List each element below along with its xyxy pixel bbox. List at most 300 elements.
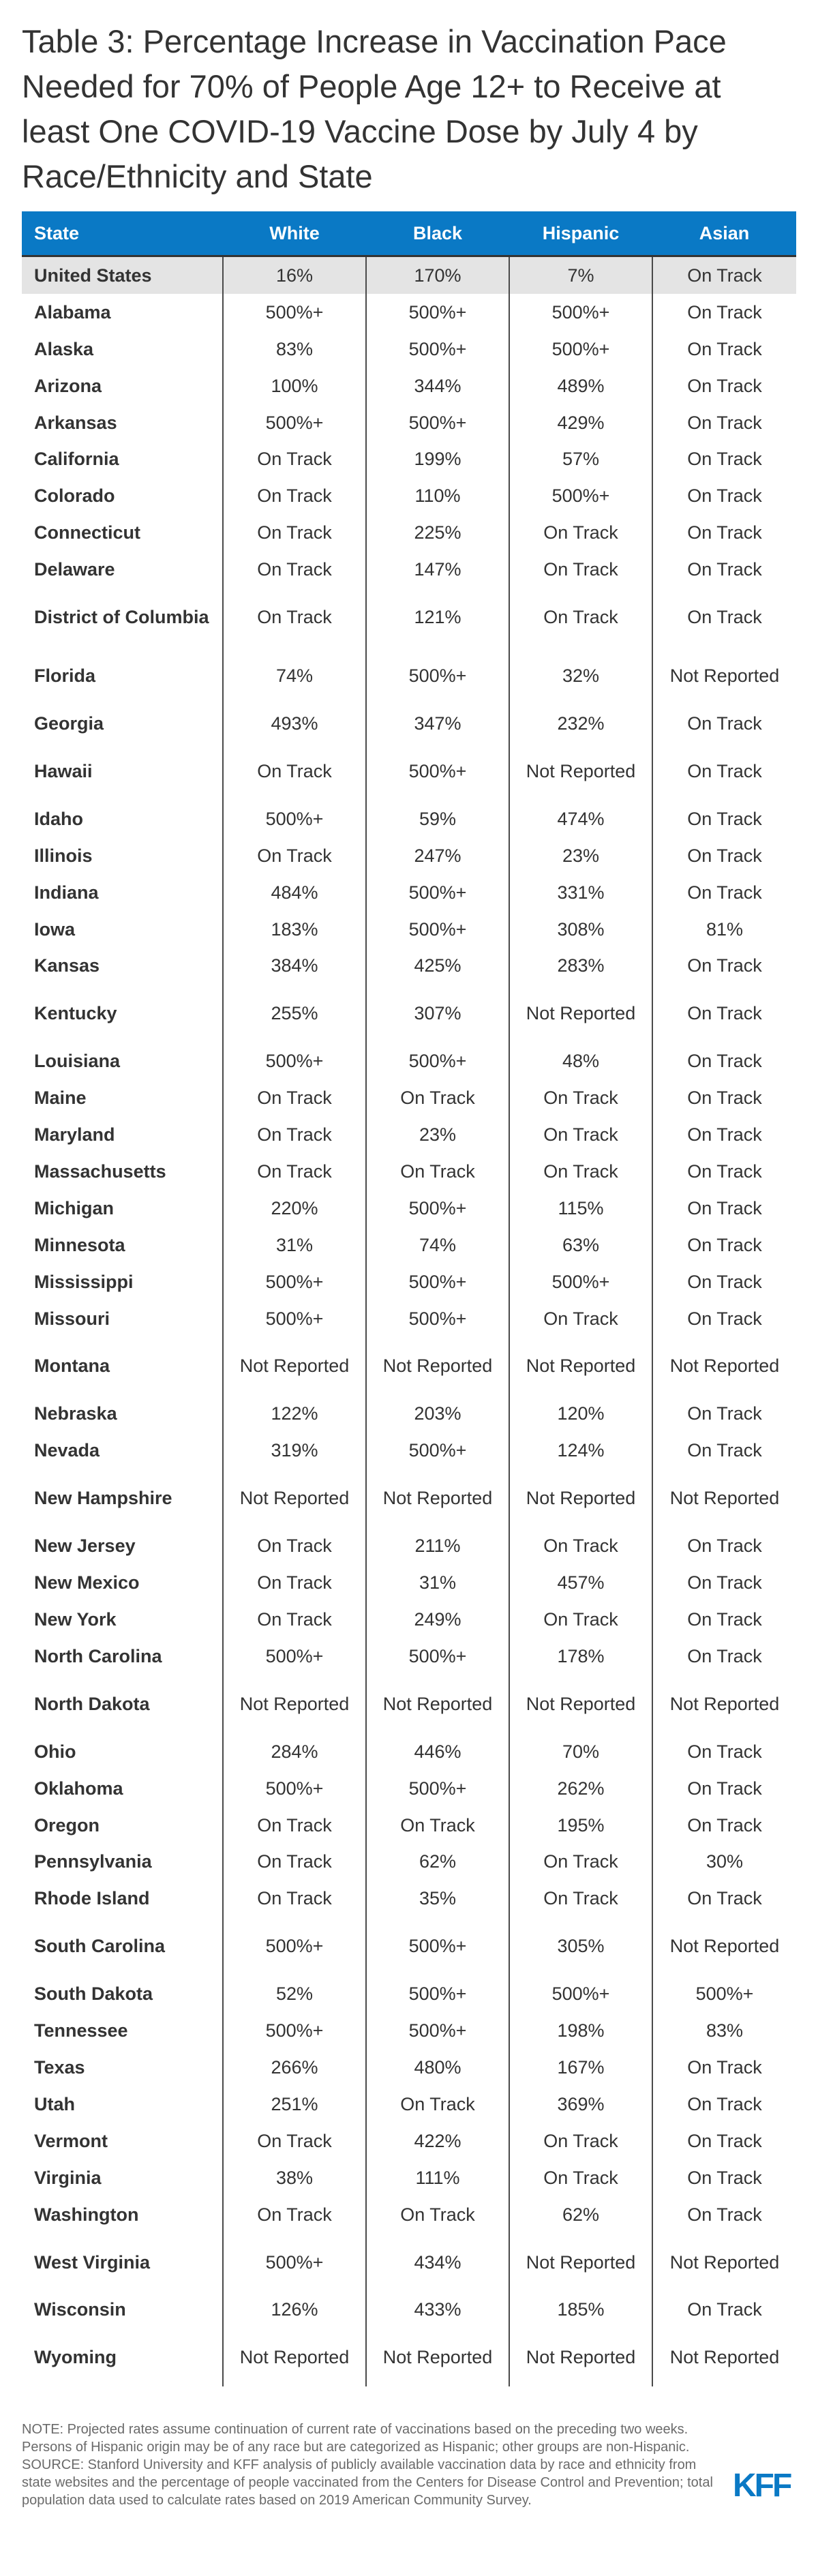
black-value-cell: 307% bbox=[366, 984, 509, 1043]
hispanic-value-cell: 232% bbox=[509, 705, 652, 742]
white-value-cell: 500%+ bbox=[223, 404, 366, 441]
asian-value-cell: On Track bbox=[652, 2159, 796, 2196]
hispanic-value-cell: 120% bbox=[509, 1395, 652, 1432]
table-row bbox=[22, 2012, 796, 2049]
asian-value-cell: On Track bbox=[652, 2292, 796, 2328]
hispanic-value-cell: 198% bbox=[509, 2012, 652, 2049]
black-value-cell: 59% bbox=[366, 800, 509, 837]
white-value-cell: 500%+ bbox=[223, 2012, 366, 2049]
table-row bbox=[22, 705, 796, 742]
kff-logo: KFF bbox=[733, 2468, 791, 2504]
state-name-cell: Utah bbox=[34, 2093, 75, 2114]
state-name-cell: Kentucky bbox=[34, 1003, 117, 1024]
state-name-cell: California bbox=[34, 449, 119, 470]
hispanic-value-cell: On Track bbox=[509, 514, 652, 551]
asian-value-cell: On Track bbox=[652, 1527, 796, 1564]
footnotes bbox=[22, 2421, 717, 2509]
table-row bbox=[22, 551, 796, 588]
asian-value-cell: On Track bbox=[652, 1043, 796, 1079]
hispanic-value-cell: 167% bbox=[509, 2049, 652, 2086]
state-name-cell: Michigan bbox=[34, 1197, 115, 1218]
state-name-cell: Nevada bbox=[34, 1440, 100, 1461]
white-value-cell: 52% bbox=[223, 1975, 366, 2012]
asian-value-cell: On Track bbox=[652, 551, 796, 588]
state-name-cell: Montana bbox=[34, 1356, 110, 1377]
state-name-cell: Oklahoma bbox=[34, 1778, 123, 1799]
white-value-cell: 16% bbox=[223, 256, 366, 294]
black-value-cell: 225% bbox=[366, 514, 509, 551]
asian-value-cell: Not Reported bbox=[652, 646, 796, 705]
state-name-cell: Illinois bbox=[34, 845, 93, 866]
state-name-cell: Mississippi bbox=[34, 1271, 134, 1292]
black-value-cell: 425% bbox=[366, 947, 509, 984]
table-row bbox=[22, 1844, 796, 1881]
table-row bbox=[22, 2292, 796, 2328]
black-value-cell: 500%+ bbox=[366, 1770, 509, 1807]
state-name-cell: Arizona bbox=[34, 375, 102, 396]
black-value-cell: 500%+ bbox=[366, 294, 509, 331]
white-value-cell: Not Reported bbox=[223, 1469, 366, 1527]
state-name-cell: Idaho bbox=[34, 808, 83, 829]
state-name-cell: West Virginia bbox=[34, 2251, 151, 2273]
hispanic-value-cell: On Track bbox=[509, 2123, 652, 2159]
state-name-cell: New Mexico bbox=[34, 1572, 140, 1593]
state-name-cell: Nebraska bbox=[34, 1403, 117, 1424]
hispanic-value-cell: 124% bbox=[509, 1432, 652, 1469]
state-name-cell: Alaska bbox=[34, 338, 94, 359]
black-value-cell: On Track bbox=[366, 1079, 509, 1116]
table-row bbox=[22, 1395, 796, 1432]
white-value-cell: On Track bbox=[223, 477, 366, 514]
white-value-cell: On Track bbox=[223, 2196, 366, 2233]
state-name-cell: Arkansas bbox=[34, 412, 117, 433]
white-value-cell: On Track bbox=[223, 1807, 366, 1844]
state-name-cell: North Carolina bbox=[34, 1645, 162, 1666]
asian-value-cell: On Track bbox=[652, 1601, 796, 1638]
state-name-cell: Minnesota bbox=[34, 1234, 125, 1255]
state-name-cell: Georgia bbox=[34, 713, 104, 734]
asian-value-cell: On Track bbox=[652, 514, 796, 551]
white-value-cell: 266% bbox=[223, 2049, 366, 2086]
hispanic-value-cell: 305% bbox=[509, 1917, 652, 1975]
table-row bbox=[22, 1079, 796, 1116]
table-row bbox=[22, 646, 796, 705]
table-row bbox=[22, 1638, 796, 1675]
asian-value-cell: On Track bbox=[652, 705, 796, 742]
hispanic-value-cell: On Track bbox=[509, 1300, 652, 1337]
column-header-black: Black bbox=[366, 211, 509, 256]
asian-value-cell: On Track bbox=[652, 294, 796, 331]
hispanic-value-cell: On Track bbox=[509, 551, 652, 588]
white-value-cell: On Track bbox=[223, 1880, 366, 1917]
hispanic-value-cell: 369% bbox=[509, 2086, 652, 2123]
black-value-cell: 31% bbox=[366, 1564, 509, 1601]
asian-value-cell: On Track bbox=[652, 477, 796, 514]
black-value-cell: 500%+ bbox=[366, 404, 509, 441]
table-row bbox=[22, 1807, 796, 1844]
state-name-cell: North Dakota bbox=[34, 1693, 150, 1714]
hispanic-value-cell: 195% bbox=[509, 1807, 652, 1844]
table-row bbox=[22, 1527, 796, 1564]
black-value-cell: 500%+ bbox=[366, 874, 509, 911]
table-row bbox=[22, 2159, 796, 2196]
hispanic-value-cell: On Track bbox=[509, 1116, 652, 1153]
white-value-cell: 493% bbox=[223, 705, 366, 742]
table-container bbox=[22, 211, 796, 2386]
state-name-cell: Rhode Island bbox=[34, 1888, 150, 1909]
table-body bbox=[22, 256, 796, 2387]
table-row bbox=[22, 2233, 796, 2292]
state-name-cell: South Carolina bbox=[34, 1936, 166, 1957]
state-name-cell: Maryland bbox=[34, 1124, 115, 1145]
state-name-cell: Tennessee bbox=[34, 2020, 128, 2041]
black-value-cell: 147% bbox=[366, 551, 509, 588]
table-row bbox=[22, 1043, 796, 1079]
white-value-cell: 122% bbox=[223, 1395, 366, 1432]
table-row bbox=[22, 837, 796, 874]
state-name-cell: Hawaii bbox=[34, 760, 93, 781]
table-row bbox=[22, 2123, 796, 2159]
black-value-cell: On Track bbox=[366, 1153, 509, 1190]
black-value-cell: 110% bbox=[366, 477, 509, 514]
black-value-cell: 500%+ bbox=[366, 1975, 509, 2012]
state-name-cell: Connecticut bbox=[34, 522, 141, 543]
white-value-cell: 183% bbox=[223, 911, 366, 948]
asian-value-cell: On Track bbox=[652, 1153, 796, 1190]
white-value-cell: 500%+ bbox=[223, 1917, 366, 1975]
asian-value-cell: Not Reported bbox=[652, 1336, 796, 1395]
asian-value-cell: 81% bbox=[652, 911, 796, 948]
black-value-cell: 170% bbox=[366, 256, 509, 294]
column-header-state: State bbox=[22, 211, 223, 256]
hispanic-value-cell: 63% bbox=[509, 1227, 652, 1263]
asian-value-cell: Not Reported bbox=[652, 2328, 796, 2386]
hispanic-value-cell: 500%+ bbox=[509, 1263, 652, 1300]
white-value-cell: 31% bbox=[223, 1227, 366, 1263]
asian-value-cell: On Track bbox=[652, 1116, 796, 1153]
asian-value-cell: On Track bbox=[652, 874, 796, 911]
state-name-cell: Iowa bbox=[34, 918, 76, 940]
white-value-cell: 500%+ bbox=[223, 1638, 366, 1675]
hispanic-value-cell: 457% bbox=[509, 1564, 652, 1601]
hispanic-value-cell: 48% bbox=[509, 1043, 652, 1079]
asian-value-cell: On Track bbox=[652, 1227, 796, 1263]
white-value-cell: 100% bbox=[223, 368, 366, 404]
black-value-cell: 422% bbox=[366, 2123, 509, 2159]
source-text: SOURCE: Stanford University and KFF analysis of publicly available vaccination data by race and ethnicity from state websites and the percentage of people vaccinated from the Centers for Disease Control and Prevention; total population data used to calculate rates based on 2019 American Community Survey. bbox=[22, 2457, 713, 2508]
asian-value-cell: On Track bbox=[652, 404, 796, 441]
table-row bbox=[22, 1975, 796, 2012]
white-value-cell: 500%+ bbox=[223, 1043, 366, 1079]
white-value-cell: On Track bbox=[223, 1116, 366, 1153]
table-row bbox=[22, 911, 796, 948]
state-name-cell: United States bbox=[22, 256, 223, 294]
hispanic-value-cell: On Track bbox=[509, 1601, 652, 1638]
black-value-cell: 434% bbox=[366, 2233, 509, 2292]
black-value-cell: 203% bbox=[366, 1395, 509, 1432]
white-value-cell: 500%+ bbox=[223, 2233, 366, 2292]
table-row bbox=[22, 514, 796, 551]
table-row bbox=[22, 1190, 796, 1227]
note-text: NOTE: Projected rates assume continuation of current rate of vaccinations based on the preceding two weeks. Persons of Hispanic origin may be of any race but are categorized as Hispanic; other groups are non-Hispanic. bbox=[22, 2422, 690, 2455]
table-row bbox=[22, 1153, 796, 1190]
black-value-cell: 433% bbox=[366, 2292, 509, 2328]
white-value-cell: On Track bbox=[223, 2123, 366, 2159]
hispanic-value-cell: 7% bbox=[509, 256, 652, 294]
black-value-cell: 249% bbox=[366, 1601, 509, 1638]
state-name-cell: New York bbox=[34, 1608, 117, 1630]
state-name-cell: Louisiana bbox=[34, 1051, 121, 1072]
asian-value-cell: On Track bbox=[652, 947, 796, 984]
hispanic-value-cell: 262% bbox=[509, 1770, 652, 1807]
black-value-cell: 446% bbox=[366, 1733, 509, 1770]
white-value-cell: On Track bbox=[223, 588, 366, 646]
black-value-cell: 500%+ bbox=[366, 1300, 509, 1337]
hispanic-value-cell: 23% bbox=[509, 837, 652, 874]
asian-value-cell: 83% bbox=[652, 2012, 796, 2049]
hispanic-value-cell: 115% bbox=[509, 1190, 652, 1227]
hispanic-value-cell: Not Reported bbox=[509, 2328, 652, 2386]
state-name-cell: Missouri bbox=[34, 1308, 110, 1329]
asian-value-cell: On Track bbox=[652, 1564, 796, 1601]
black-value-cell: 480% bbox=[366, 2049, 509, 2086]
black-value-cell: 344% bbox=[366, 368, 509, 404]
white-value-cell: Not Reported bbox=[223, 2328, 366, 2386]
table-row bbox=[22, 368, 796, 404]
hispanic-value-cell: 489% bbox=[509, 368, 652, 404]
asian-value-cell: On Track bbox=[652, 1263, 796, 1300]
hispanic-value-cell: On Track bbox=[509, 1153, 652, 1190]
state-name-cell: Washington bbox=[34, 2204, 139, 2225]
white-value-cell: 484% bbox=[223, 874, 366, 911]
asian-value-cell: On Track bbox=[652, 1733, 796, 1770]
asian-value-cell: On Track bbox=[652, 837, 796, 874]
asian-value-cell: 500%+ bbox=[652, 1975, 796, 2012]
column-header-asian: Asian bbox=[652, 211, 796, 256]
black-value-cell: 247% bbox=[366, 837, 509, 874]
table-row bbox=[22, 404, 796, 441]
white-value-cell: 255% bbox=[223, 984, 366, 1043]
black-value-cell: 500%+ bbox=[366, 1638, 509, 1675]
asian-value-cell: On Track bbox=[652, 742, 796, 800]
asian-value-cell: On Track bbox=[652, 984, 796, 1043]
black-value-cell: 500%+ bbox=[366, 646, 509, 705]
table-row bbox=[22, 1675, 796, 1733]
state-name-cell: Vermont bbox=[34, 2130, 108, 2151]
black-value-cell: 500%+ bbox=[366, 1432, 509, 1469]
hispanic-value-cell: 308% bbox=[509, 911, 652, 948]
white-value-cell: 83% bbox=[223, 331, 366, 368]
black-value-cell: Not Reported bbox=[366, 1675, 509, 1733]
state-name-cell: District of Columbia bbox=[34, 607, 209, 628]
asian-value-cell: On Track bbox=[652, 1300, 796, 1337]
asian-value-cell: On Track bbox=[652, 800, 796, 837]
white-value-cell: 38% bbox=[223, 2159, 366, 2196]
hispanic-value-cell: Not Reported bbox=[509, 984, 652, 1043]
hispanic-value-cell: 62% bbox=[509, 2196, 652, 2233]
asian-value-cell: On Track bbox=[652, 368, 796, 404]
hispanic-value-cell: 283% bbox=[509, 947, 652, 984]
state-name-cell: Maine bbox=[34, 1088, 87, 1109]
table-row bbox=[22, 874, 796, 911]
asian-value-cell: On Track bbox=[652, 1395, 796, 1432]
table-row bbox=[22, 1300, 796, 1337]
state-name-cell: South Dakota bbox=[34, 1983, 153, 2005]
asian-value-cell: On Track bbox=[652, 1807, 796, 1844]
hispanic-value-cell: Not Reported bbox=[509, 742, 652, 800]
table-row bbox=[22, 1432, 796, 1469]
white-value-cell: On Track bbox=[223, 742, 366, 800]
table-row bbox=[22, 440, 796, 477]
table-row bbox=[22, 1880, 796, 1917]
black-value-cell: 500%+ bbox=[366, 1190, 509, 1227]
hispanic-value-cell: Not Reported bbox=[509, 1469, 652, 1527]
hispanic-value-cell: Not Reported bbox=[509, 1336, 652, 1395]
state-name-cell: Wisconsin bbox=[34, 2299, 126, 2320]
vaccination-table bbox=[22, 211, 796, 2386]
black-value-cell: 500%+ bbox=[366, 2012, 509, 2049]
white-value-cell: On Track bbox=[223, 1601, 366, 1638]
table-row bbox=[22, 2196, 796, 2233]
white-value-cell: On Track bbox=[223, 1564, 366, 1601]
asian-value-cell: On Track bbox=[652, 1190, 796, 1227]
black-value-cell: On Track bbox=[366, 2086, 509, 2123]
column-header-white: White bbox=[223, 211, 366, 256]
state-name-cell: Ohio bbox=[34, 1741, 76, 1762]
asian-value-cell: Not Reported bbox=[652, 1675, 796, 1733]
table-row bbox=[22, 1733, 796, 1770]
black-value-cell: 121% bbox=[366, 588, 509, 646]
asian-value-cell: On Track bbox=[652, 2086, 796, 2123]
white-value-cell: 284% bbox=[223, 1733, 366, 1770]
white-value-cell: On Track bbox=[223, 514, 366, 551]
white-value-cell: On Track bbox=[223, 551, 366, 588]
state-name-cell: Delaware bbox=[34, 559, 115, 580]
black-value-cell: 111% bbox=[366, 2159, 509, 2196]
page-title: Table 3: Percentage Increase in Vaccination Pace Needed for 70% of People Age 12+ to Receive at least One COVID-19 Vaccine Dose by July 4 by Race/Ethnicity and State bbox=[22, 23, 727, 194]
white-value-cell: 384% bbox=[223, 947, 366, 984]
white-value-cell: On Track bbox=[223, 837, 366, 874]
white-value-cell: Not Reported bbox=[223, 1675, 366, 1733]
state-name-cell: Pennsylvania bbox=[34, 1851, 152, 1872]
white-value-cell: On Track bbox=[223, 440, 366, 477]
hispanic-value-cell: 32% bbox=[509, 646, 652, 705]
asian-value-cell: On Track bbox=[652, 331, 796, 368]
state-name-cell: Alabama bbox=[34, 301, 111, 323]
state-name-cell: Massachusetts bbox=[34, 1160, 166, 1182]
black-value-cell: On Track bbox=[366, 1807, 509, 1844]
asian-value-cell: On Track bbox=[652, 2123, 796, 2159]
white-value-cell: 319% bbox=[223, 1432, 366, 1469]
table-row bbox=[22, 984, 796, 1043]
black-value-cell: Not Reported bbox=[366, 1336, 509, 1395]
hispanic-value-cell: 178% bbox=[509, 1638, 652, 1675]
table-row bbox=[22, 947, 796, 984]
hispanic-value-cell: 70% bbox=[509, 1733, 652, 1770]
table-row bbox=[22, 1263, 796, 1300]
black-value-cell: 23% bbox=[366, 1116, 509, 1153]
state-name-cell: Kansas bbox=[34, 955, 100, 976]
black-value-cell: On Track bbox=[366, 2196, 509, 2233]
black-value-cell: 35% bbox=[366, 1880, 509, 1917]
table-row bbox=[22, 2086, 796, 2123]
table-row bbox=[22, 1469, 796, 1527]
table-row bbox=[22, 1917, 796, 1975]
white-value-cell: On Track bbox=[223, 1153, 366, 1190]
white-value-cell: 251% bbox=[223, 2086, 366, 2123]
hispanic-value-cell: On Track bbox=[509, 1880, 652, 1917]
table-row bbox=[22, 1116, 796, 1153]
table-row bbox=[22, 294, 796, 331]
white-value-cell: 500%+ bbox=[223, 800, 366, 837]
state-name-cell: Florida bbox=[34, 665, 96, 687]
white-value-cell: 500%+ bbox=[223, 294, 366, 331]
column-header-hispanic: Hispanic bbox=[509, 211, 652, 256]
asian-value-cell: Not Reported bbox=[652, 1917, 796, 1975]
state-name-cell: Wyoming bbox=[34, 2347, 117, 2368]
state-name-cell: New Hampshire bbox=[34, 1488, 172, 1509]
table-row-united-states bbox=[22, 256, 796, 294]
white-value-cell: 220% bbox=[223, 1190, 366, 1227]
hispanic-value-cell: 500%+ bbox=[509, 294, 652, 331]
table-row bbox=[22, 742, 796, 800]
hispanic-value-cell: Not Reported bbox=[509, 2233, 652, 2292]
table-row bbox=[22, 1336, 796, 1395]
white-value-cell: 500%+ bbox=[223, 1300, 366, 1337]
hispanic-value-cell: On Track bbox=[509, 588, 652, 646]
hispanic-value-cell: 57% bbox=[509, 440, 652, 477]
black-value-cell: 500%+ bbox=[366, 911, 509, 948]
table-row bbox=[22, 1564, 796, 1601]
hispanic-value-cell: On Track bbox=[509, 1844, 652, 1881]
white-value-cell: On Track bbox=[223, 1079, 366, 1116]
white-value-cell: On Track bbox=[223, 1844, 366, 1881]
black-value-cell: Not Reported bbox=[366, 2328, 509, 2386]
table-row bbox=[22, 331, 796, 368]
table-header-row bbox=[22, 211, 796, 256]
black-value-cell: 500%+ bbox=[366, 1917, 509, 1975]
white-value-cell: 126% bbox=[223, 2292, 366, 2328]
black-value-cell: 211% bbox=[366, 1527, 509, 1564]
black-value-cell: 347% bbox=[366, 705, 509, 742]
black-value-cell: 500%+ bbox=[366, 1263, 509, 1300]
hispanic-value-cell: 185% bbox=[509, 2292, 652, 2328]
black-value-cell: 199% bbox=[366, 440, 509, 477]
hispanic-value-cell: Not Reported bbox=[509, 1675, 652, 1733]
hispanic-value-cell: 500%+ bbox=[509, 477, 652, 514]
black-value-cell: 500%+ bbox=[366, 331, 509, 368]
hispanic-value-cell: On Track bbox=[509, 2159, 652, 2196]
asian-value-cell: On Track bbox=[652, 440, 796, 477]
black-value-cell: 500%+ bbox=[366, 742, 509, 800]
white-value-cell: 500%+ bbox=[223, 1770, 366, 1807]
table-row bbox=[22, 800, 796, 837]
black-value-cell: Not Reported bbox=[366, 1469, 509, 1527]
state-name-cell: Colorado bbox=[34, 485, 115, 507]
hispanic-value-cell: On Track bbox=[509, 1079, 652, 1116]
white-value-cell: Not Reported bbox=[223, 1336, 366, 1395]
asian-value-cell: On Track bbox=[652, 1079, 796, 1116]
hispanic-value-cell: 500%+ bbox=[509, 331, 652, 368]
hispanic-value-cell: 331% bbox=[509, 874, 652, 911]
asian-value-cell: On Track bbox=[652, 256, 796, 294]
white-value-cell: 500%+ bbox=[223, 1263, 366, 1300]
hispanic-value-cell: 429% bbox=[509, 404, 652, 441]
hispanic-value-cell: On Track bbox=[509, 1527, 652, 1564]
white-value-cell: 74% bbox=[223, 646, 366, 705]
state-name-cell: Virginia bbox=[34, 2167, 102, 2188]
table-row bbox=[22, 2049, 796, 2086]
